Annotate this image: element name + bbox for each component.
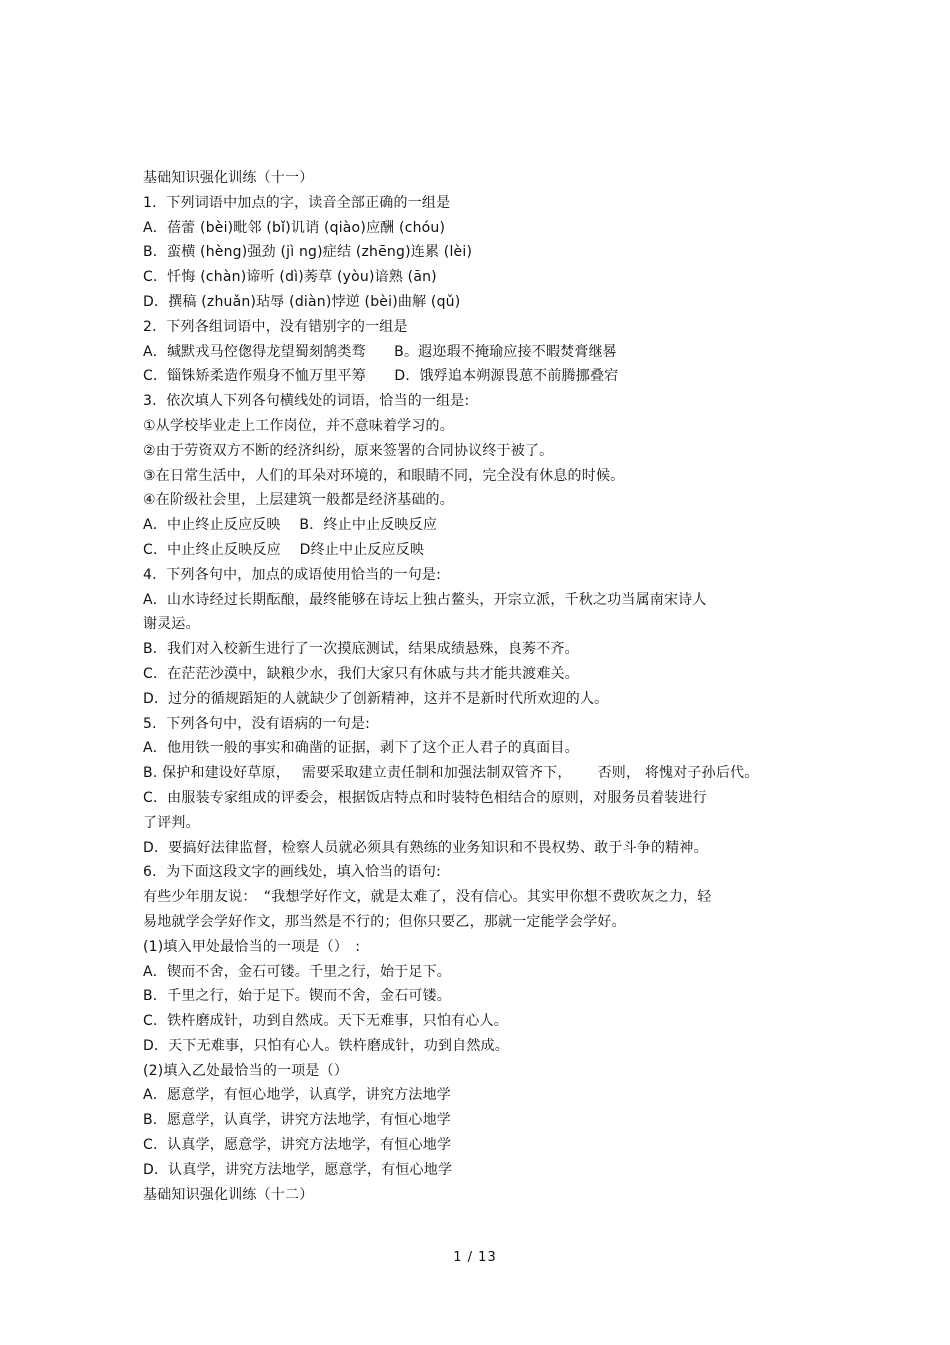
text-line: C．铁杵磨成针，功到自然成。天下无难事，只怕有心人。 <box>143 1013 508 1030</box>
text-line: A．他用铁一般的事实和确凿的证据，剥下了这个正人君子的真面目。 <box>143 740 579 757</box>
text-line: A．山水诗经过长期酝酿，最终能够在诗坛上独占鳌头，开宗立派，千秋之功当属南宋诗人 <box>143 591 707 608</box>
text-line: 基础知识强化训练（十一） <box>143 170 314 186</box>
text-line: A．锲而不舍，金石可镂。千里之行，始于足下。 <box>143 963 451 980</box>
text-line: 基础知识强化训练（十二） <box>143 1186 314 1203</box>
text-line: A．愿意学，有恒心地学，认真学，讲究方法地学 <box>143 1087 451 1104</box>
text-line: ①从学校毕业走上工作岗位，并不意味着学习的。 <box>143 417 454 434</box>
document-body <box>143 166 803 1207</box>
text-line: B．蛮横 (hèng)强劲 (jì ng)症结 (zhēng)连累 (lèi) <box>143 244 473 261</box>
text-line: 易地就学会学好作文，那当然是不行的；但你只要乙，那就一定能学会学好。 <box>143 913 626 930</box>
text-line: 2．下列各组词语中，没有错别字的一组是 <box>143 318 408 335</box>
text-line: ②由于劳资双方不断的经济纠纷，原来签署的合同协议终于被了。 <box>143 442 554 459</box>
text-line: 了评判。 <box>143 814 200 831</box>
text-line: C．由服装专家组成的评委会，根据饭店特点和时装特色相结合的原则，对服务员着装进行 <box>143 789 707 806</box>
text-line: D．撰稿 (zhuǎn)玷辱 (diàn)悖逆 (bèi)曲解 (qǔ) <box>143 293 461 310</box>
text-line: D．要搞好法律监督，检察人员就必须具有熟练的业务知识和不畏权势、敢于斗争的精神。 <box>143 839 708 856</box>
text-line: C．忏悔 (chàn)谛听 (dì)莠草 (yòu)谙熟 (ān) <box>143 269 437 286</box>
text-line: D．过分的循规蹈矩的人就缺少了创新精神，这并不是新时代所欢迎的人。 <box>143 690 609 707</box>
text-line: 有些少年朋友说： “我想学好作文，就是太难了，没有信心。其实甲你想不费吹灰之力，轻 <box>143 889 712 906</box>
text-line: B. 保护和建设好草原， 需要采取建立责任制和加强法制双管齐下， 否则， 将愧对子孙后代。 <box>143 765 759 782</box>
text-line: 4．下列各句中，加点的成语使用恰当的一句是: <box>143 566 442 583</box>
text-line: B．千里之行，始于足下。锲而不舍，金石可镂。 <box>143 988 452 1005</box>
text-line: A．中止终止反应反映 B．终止中止反映反应 <box>143 517 438 534</box>
text-line: (1)填入甲处最恰当的一项是（） : <box>143 938 361 955</box>
text-line: B．愿意学，认真学，讲究方法地学，有恒心地学 <box>143 1112 452 1129</box>
text-line: 6．为下面这段文字的画线处，填入恰当的语句: <box>143 864 442 881</box>
text-line: C．在茫茫沙漠中，缺粮少水，我们大家只有休戚与共才能共渡难关。 <box>143 665 579 682</box>
text-line: A．缄默戎马倥偬得龙望蜀刻鹄类骛 B。遐迩瑕不掩瑜应接不暇焚膏继晷 <box>143 343 617 360</box>
text-line: (2)填入乙处最恰当的一项是（） <box>143 1062 349 1079</box>
text-line: 1．下列词语中加点的字，读音全部正确的一组是 <box>143 194 451 211</box>
text-line: C．中止终止反映反应 D终止中止反应反映 <box>143 541 425 558</box>
text-line: ③在日常生活中，人们的耳朵对环境的，和眼睛不同，完全没有休息的时候。 <box>143 467 625 484</box>
text-line: 谢灵运。 <box>143 616 200 633</box>
text-line: C．认真学，愿意学，讲究方法地学，有恒心地学 <box>143 1137 452 1154</box>
text-line: B．我们对入校新生进行了一次摸底测试，结果成绩悬殊，良莠不齐。 <box>143 641 579 658</box>
text-line: ④在阶级社会里，上层建筑一般都是经济基础的。 <box>143 492 454 509</box>
text-line: 3．依次填人下列各句横线处的词语，恰当的一组是: <box>143 393 470 410</box>
text-line: 5．下列各句中，没有语病的一句是: <box>143 715 371 732</box>
text-line: A．蓓蕾 (bèi)毗邻 (bǐ)讥诮 (qiào)应酬 (chóu) <box>143 219 446 236</box>
text-line: D．天下无难事，只怕有心人。铁杵磨成针，功到自然成。 <box>143 1037 509 1054</box>
page-number: 1 / 13 <box>453 1250 497 1265</box>
text-line: D．认真学，讲究方法地学，愿意学，有恒心地学 <box>143 1161 453 1178</box>
text-line: C．锱铢矫柔造作殒身不恤万里平筹 D．饿殍追本朔源畏葸不前腾挪叠宕 <box>143 368 619 385</box>
